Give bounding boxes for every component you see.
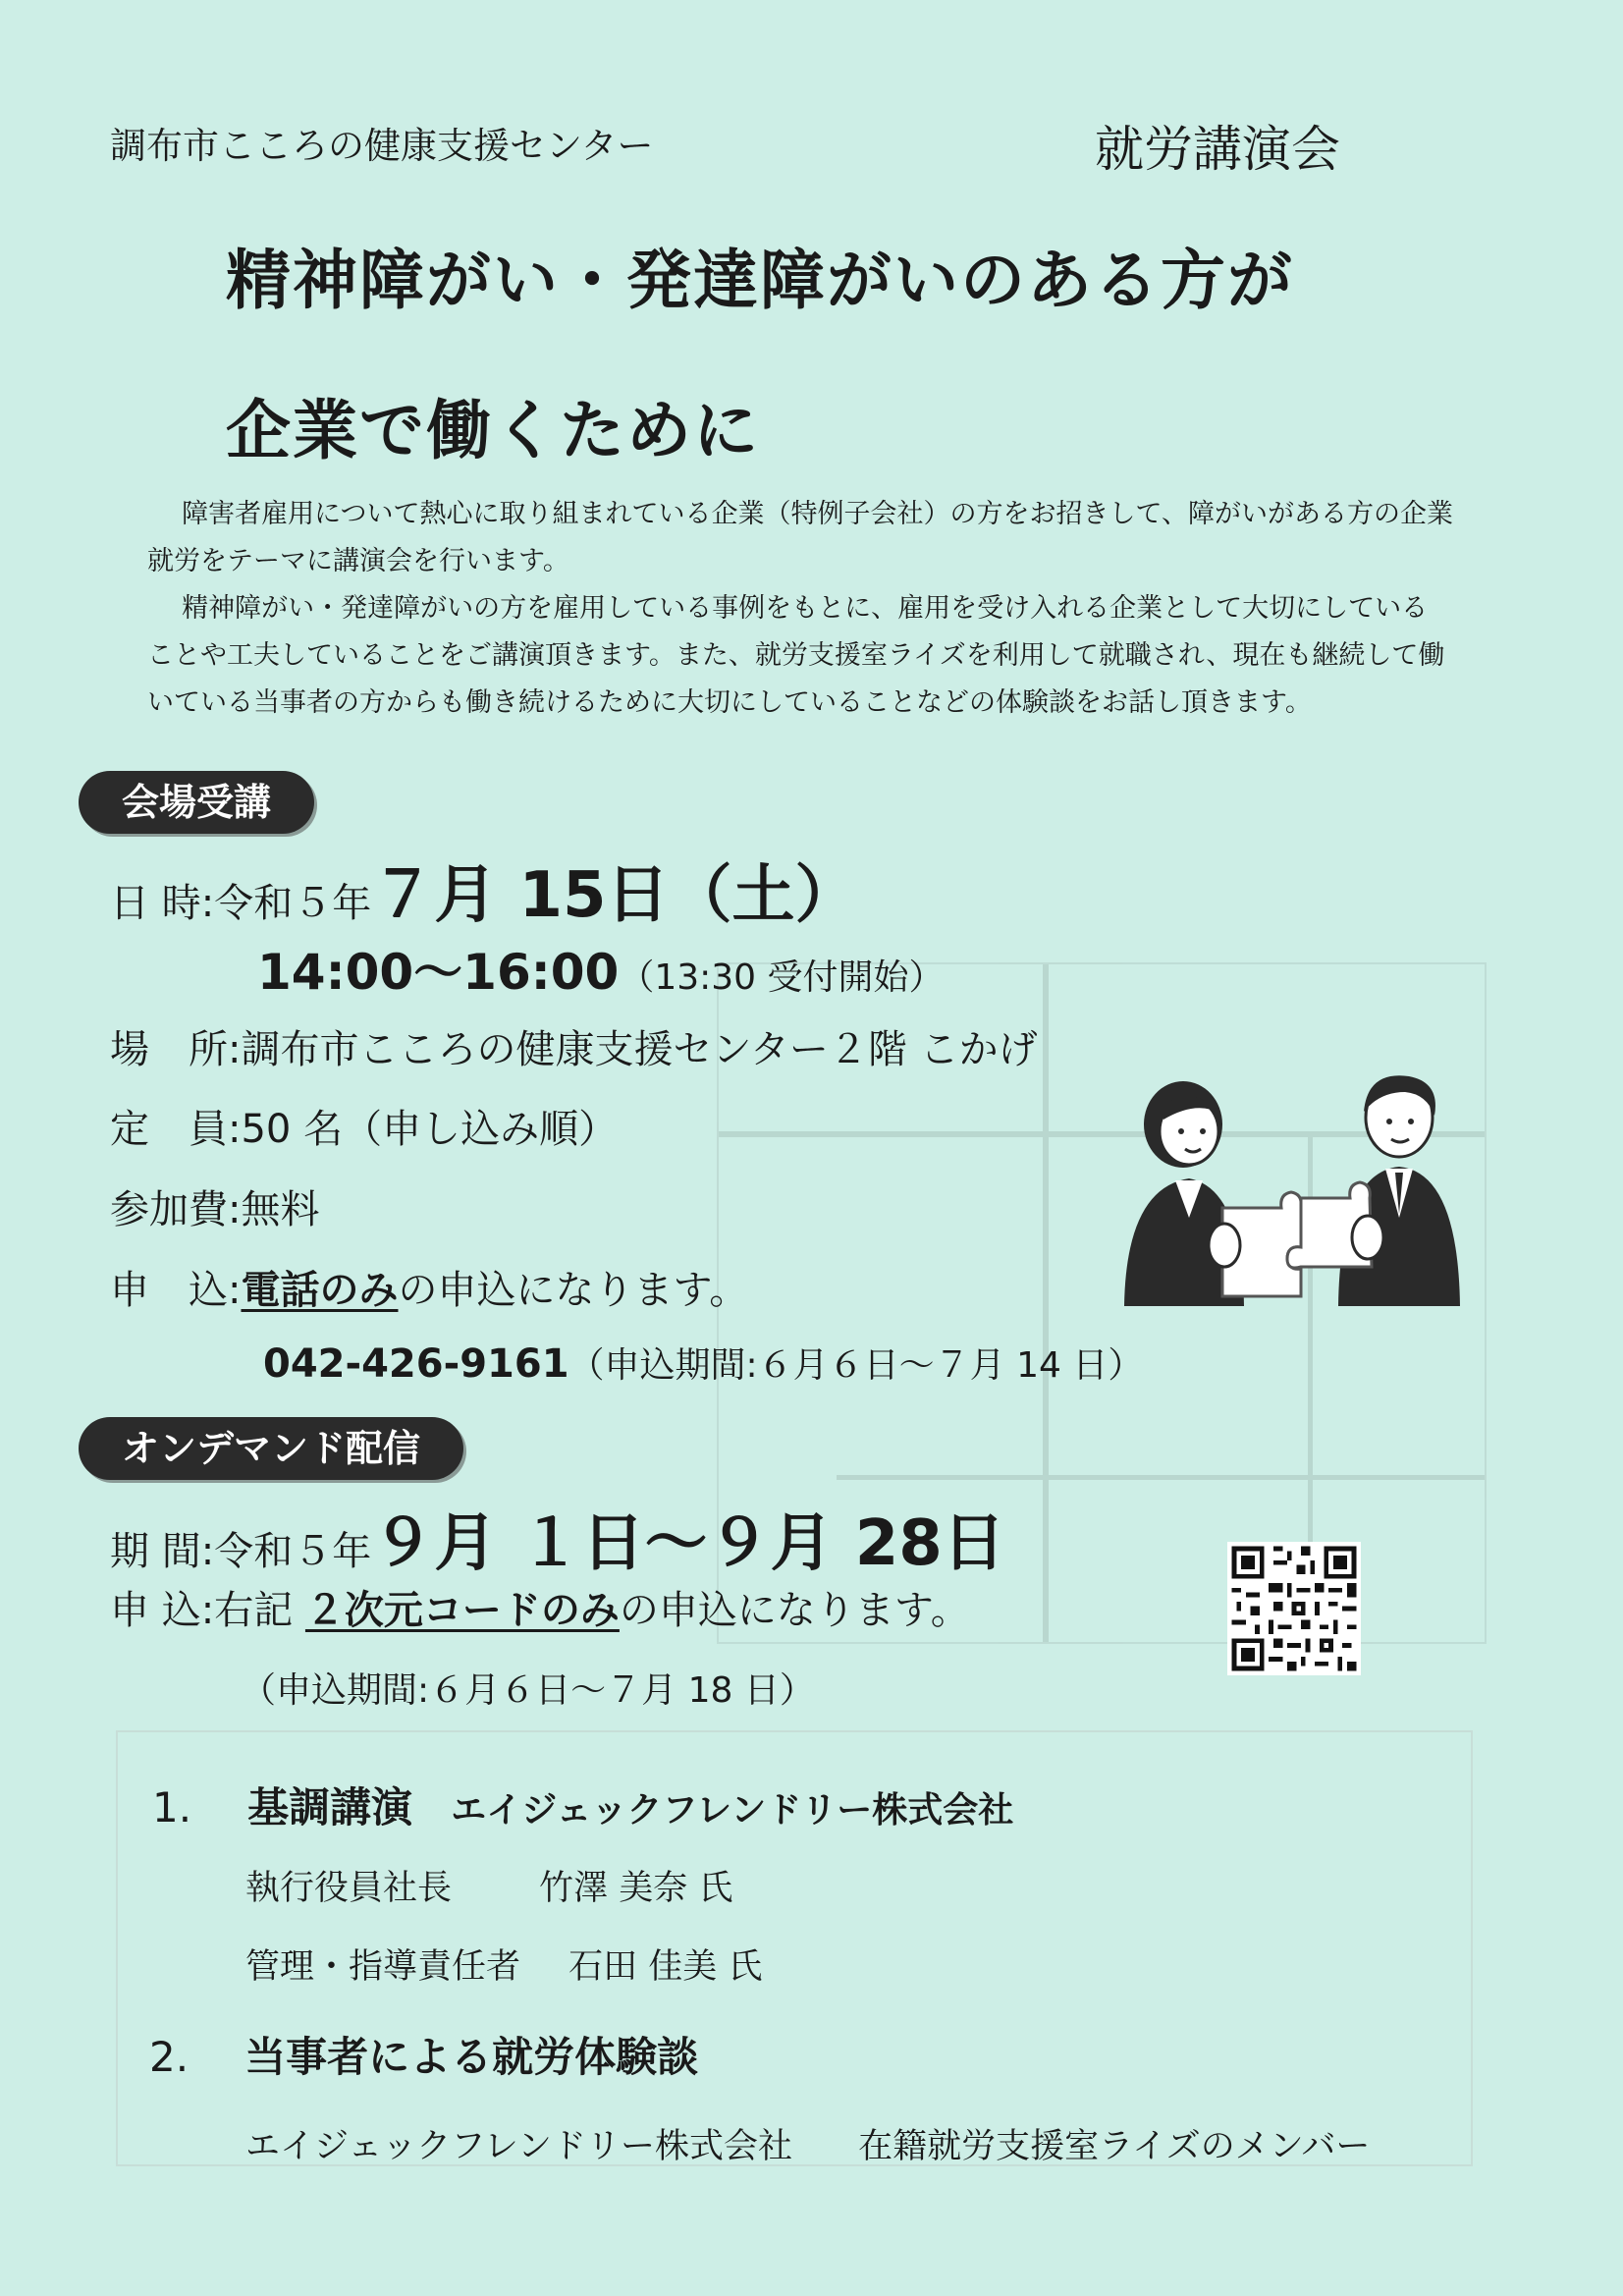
venue-place-row xyxy=(110,1018,1038,1074)
od-apply-prefix: 右記 xyxy=(214,1588,294,1633)
speaker-2-name: 石田 佳美 氏 xyxy=(568,1947,763,1987)
on-demand-period-row xyxy=(110,1493,1005,1583)
intro-paragraph-2: 精神障がい・発達障がいの方を雇用している事例をもとに、雇用を受け入れる企業として大切にしていることや工夫していることをご講演頂きます。また、就労支援室ライズを利用して就職され、現在も継続して働いている当事者の方からも働き続けるために大切にしていることなどの体験談をお話し頂きます。 xyxy=(147,593,1445,718)
speaker-1-role: 執行役員社長 xyxy=(245,1869,453,1908)
venue-section-label: 会場受講 xyxy=(79,771,314,834)
program-item-1-company: エイジェックフレンドリー株式会社 xyxy=(451,1790,1014,1831)
phone-number: 042-426-9161 xyxy=(263,1341,569,1387)
organization-name: 調布市こころの健康支援センター xyxy=(110,125,654,167)
apply-rest: の申込になります。 xyxy=(398,1268,749,1313)
venue-time-row xyxy=(257,933,945,1004)
apply-emphasis: 電話のみ xyxy=(241,1268,399,1313)
capacity-label: 定 員: xyxy=(110,1107,242,1152)
place-value: 調布市こころの健康支援センター２階 こかげ xyxy=(241,1027,1038,1072)
venue-capacity-row xyxy=(110,1098,618,1154)
period-value: ９月 １日〜９月 28日 xyxy=(371,1507,1005,1580)
program-item-2-company: エイジェックフレンドリー株式会社 xyxy=(245,2127,793,2166)
intro-text xyxy=(147,491,1453,727)
program-item-2-title: 当事者による就労体験談 xyxy=(244,2033,699,2081)
fee-label: 参加費: xyxy=(110,1187,242,1232)
period-label: 期 間: xyxy=(110,1529,215,1574)
program-item-1 xyxy=(152,1776,1013,1834)
period-era: 令和５年 xyxy=(214,1529,372,1574)
qr-code[interactable] xyxy=(1227,1542,1361,1675)
venue-apply-period: （申込期間:６月６日〜７月 14 日） xyxy=(568,1345,1144,1386)
program-item-1-number: 1. xyxy=(152,1783,192,1831)
fee-value: 無料 xyxy=(241,1187,320,1232)
datetime-date: ７月 15日（土） xyxy=(371,859,858,932)
on-demand-section-label: オンデマンド配信 xyxy=(79,1417,463,1480)
speaker-1-name: 竹澤 美奈 氏 xyxy=(539,1869,733,1908)
title-line-1: 精神障がい・発達障がいのある方が xyxy=(226,243,1294,318)
speaker-2-role: 管理・指導責任者 xyxy=(245,1947,521,1987)
place-label: 場 所: xyxy=(110,1027,242,1072)
on-demand-apply-row xyxy=(110,1579,970,1635)
intro-paragraph-1: 障害者雇用について熱心に取り組まれている企業（特例子会社）の方をお招きして、障がいがある方の企業就労をテーマに講演会を行います。 xyxy=(147,499,1454,576)
venue-datetime-row xyxy=(110,845,858,935)
venue-phone-row xyxy=(263,1338,1143,1388)
program-item-1-title: 基調講演 xyxy=(247,1783,413,1831)
on-demand-apply-period: （申込期間:６月６日〜７月 18 日） xyxy=(241,1670,815,1711)
venue-apply-row xyxy=(110,1259,748,1315)
datetime-label: 日 時: xyxy=(110,881,215,926)
apply-label: 申 込: xyxy=(110,1268,242,1313)
time-reception: （13:30 受付開始） xyxy=(619,957,945,998)
program-item-2 xyxy=(149,2025,698,2084)
program-item-2-detail xyxy=(245,2119,1370,2168)
capacity-value: 50 名（申し込み順） xyxy=(241,1107,619,1152)
speaker-1-row xyxy=(245,1861,732,1910)
od-apply-rest: の申込になります。 xyxy=(619,1588,970,1633)
event-type: 就労講演会 xyxy=(1095,121,1340,178)
time-range: 14:00〜16:00 xyxy=(257,944,620,1001)
title-line-2: 企業で働くために xyxy=(226,393,760,468)
handshake-puzzle-illustration xyxy=(1114,1070,1468,1306)
od-apply-label: 申 込: xyxy=(110,1588,215,1633)
speaker-2-row xyxy=(245,1940,762,1989)
venue-fee-row xyxy=(110,1178,319,1234)
od-apply-emphasis: ２次元コードのみ xyxy=(304,1588,620,1633)
datetime-era: 令和５年 xyxy=(214,881,372,926)
program-item-2-member: 在籍就労支援室ライズのメンバー xyxy=(858,2127,1371,2166)
program-item-2-number: 2. xyxy=(149,2033,189,2081)
